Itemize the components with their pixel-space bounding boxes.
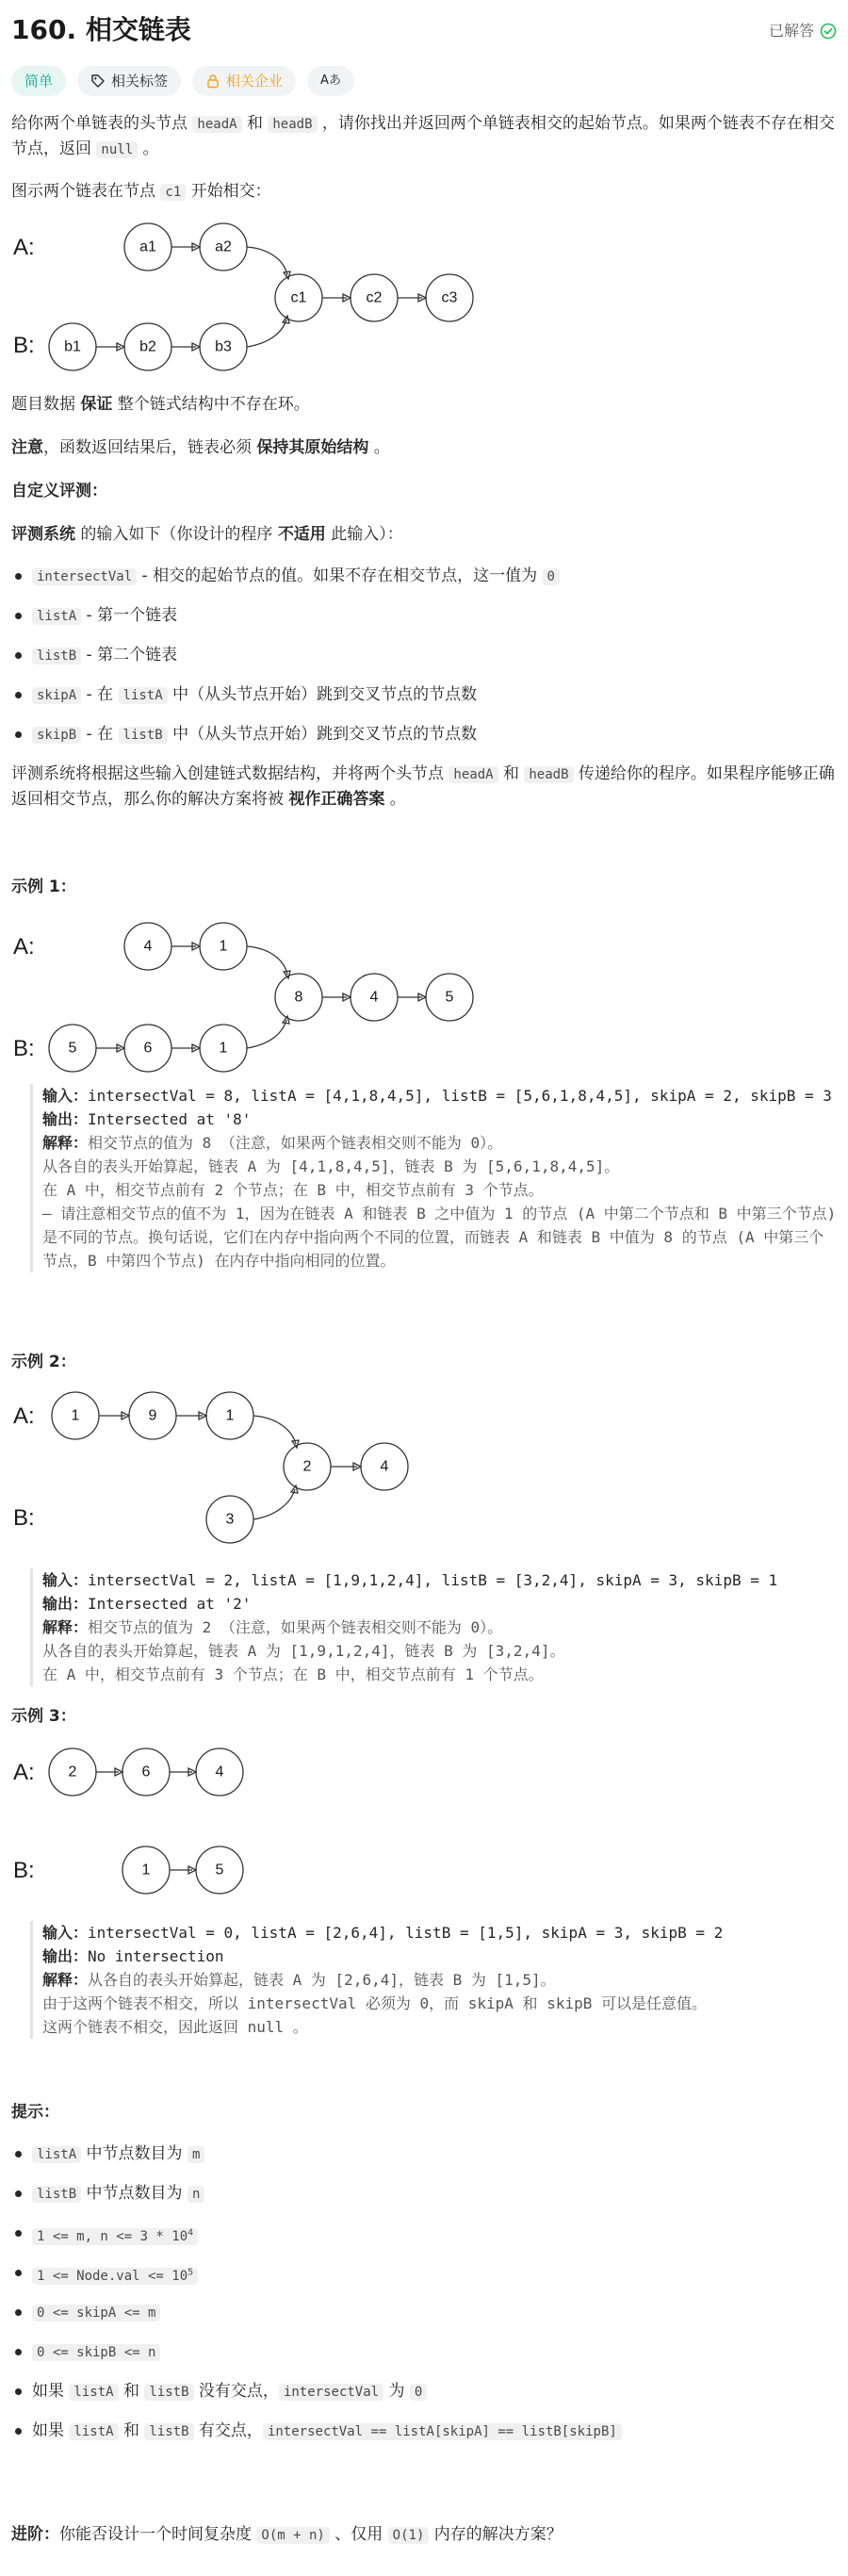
example-2-diagram: [11, 1386, 539, 1546]
list-a-label: A:: [13, 1760, 35, 1785]
node-a-1-value: 9: [148, 1407, 157, 1424]
example-2-title: 示例 2：: [11, 1353, 76, 1371]
node-b-0-value: 1: [141, 1862, 151, 1879]
structure-note: 注意，函数返回结果后，链表必须 保持其原始结构 。: [11, 438, 390, 457]
judge-input-list: [11, 556, 837, 754]
example-1-block: 输入：intersectVal = 8, listA = [4,1,8,4,5], listB = [5,6,1,8,4,5], skipA = 2, skipB = 3 输出：Intersected at '8' 解释：相交节点的值为 8 （注意，如果两个链表相交则不能为 0）。 从各自的表头开始算起，链表 A 为 [4,1,8,4,5]，链表 B 为 [5,6,1,8,4,5]。 在 A 中，相交节点前有 2 个节点；在 B 中，相交节点前有 3 个节点。 — 请注意相交节点的值不为 1，因为在链表 A 和链表 B 之中值为 1 的节点 (A 中第二个节点和 B 中第三个节点) 是不同的节点。换句话说，它们在内存中指向两个不同的位置，而链表 A 和链表 B 中值为 8 的节点 (A 中第三个节点，B 中第四个节点) 在内存中指向相同的位置。: [30, 1084, 837, 1272]
main-linked-list-diagram: [11, 219, 539, 369]
advanced-note: 进阶：你能否设计一个时间复杂度 O(m + n) 、仅用 O(1) 内存的解决方案？: [11, 2525, 563, 2544]
node-b-2-value: 1: [219, 1040, 228, 1057]
node-c-1-value: 4: [369, 989, 379, 1006]
list-item: 0 <= skipA <= m: [11, 2292, 837, 2332]
guarantee-note: 题目数据 保证 整个链式结构中不存在环。: [11, 395, 310, 414]
list-a-label: A:: [13, 934, 35, 960]
node-b1-value: b1: [64, 338, 81, 355]
solved-status: [769, 19, 837, 43]
related-tags-button[interactable]: [77, 66, 181, 96]
node-a-2-value: 4: [215, 1764, 224, 1780]
list-b-nodes: [49, 323, 247, 370]
judge-intro: 评测系统 的输入如下（你设计的程序 不适用 此输入）：: [11, 525, 403, 544]
node-b-0-value: 3: [225, 1511, 235, 1528]
node-b2-value: b2: [139, 338, 156, 355]
example-3-block: 输入：intersectVal = 0, listA = [2,6,4], listB = [1,5], skipA = 3, skipB = 2 输出：No intersection 解释：从各自的表头开始算起，链表 A 为 [2,6,4]，链表 B 为 [1,5]。 由于这两个链表不相交，所以 intersectVal 必须为 0，而 skipA 和 skipB 可以是任意值。 这两个链表不相交，因此返回 null 。: [30, 1921, 837, 2039]
list-item: 0 <= skipB <= n: [11, 2332, 837, 2371]
problem-header: [11, 11, 837, 49]
node-c-0-value: 2: [302, 1458, 312, 1475]
companies-button[interactable]: [192, 66, 296, 96]
example-3-diagram: [11, 1742, 539, 1893]
node-c-1-value: 4: [380, 1458, 389, 1475]
node-b-1-value: 6: [143, 1040, 153, 1057]
font-toggle-button[interactable]: [307, 66, 354, 96]
list-item: skipB - 在 listB 中（从头节点开始）跳到交叉节点的节点数: [11, 714, 837, 754]
shared-nodes: [275, 274, 473, 321]
node-a1-value: a1: [139, 238, 156, 255]
problem-title: 160. 相交链表: [11, 14, 191, 45]
list-a-label: A:: [13, 235, 35, 260]
list-item: 如果 listA 和 listB 没有交点， intersectVal 为 0: [11, 2371, 837, 2411]
node-a-0-value: 1: [71, 1407, 80, 1424]
problem-intro: [11, 111, 837, 162]
node-b-0-value: 5: [68, 1040, 77, 1057]
example-3-title: 示例 3：: [11, 1707, 76, 1726]
node-b-1-value: 5: [215, 1862, 224, 1879]
list-b-label: B:: [13, 1505, 35, 1531]
list-item: intersectVal - 相交的起始节点的值。如果不存在相交节点，这一值为 0: [11, 556, 837, 596]
companies-label: 相关企业: [226, 73, 284, 90]
node-c-2-value: 5: [445, 989, 454, 1006]
figure-caption: 图示两个链表在节点 c1 开始相交：: [11, 182, 271, 201]
list-b-label: B:: [13, 333, 35, 358]
list-item: skipA - 在 listA 中（从头节点开始）跳到交叉节点的节点数: [11, 675, 837, 714]
tag-bar: [11, 66, 354, 96]
list-item: listB 中节点数目为 n: [11, 2174, 837, 2213]
node-a-2-value: 1: [225, 1407, 235, 1424]
list-a-label: A:: [13, 1403, 35, 1429]
node-c2-value: c2: [366, 289, 383, 306]
related-tags-label: 相关标签: [111, 73, 169, 90]
list-item: 1 <= Node.val <= $10^5$: [11, 2253, 837, 2292]
node-a-1-value: 6: [141, 1764, 151, 1780]
node-a-0-value: 2: [68, 1764, 77, 1780]
node-a2-value: a2: [215, 238, 232, 255]
difficulty-badge[interactable]: [11, 66, 66, 96]
list-item: 如果 listA 和 listB 有交点， intersectVal == listA[skipA] == listB[skipB]: [11, 2411, 837, 2451]
list-item: listB - 第二个链表: [11, 635, 837, 675]
node-b3-value: b3: [215, 338, 232, 355]
list-item: listA 中节点数目为 m: [11, 2134, 837, 2174]
lock-icon: [205, 74, 220, 89]
list-item: listA - 第一个链表: [11, 596, 837, 635]
list-b-label: B:: [13, 1036, 35, 1061]
intro-paragraph: 给你两个单链表的头节点 headA 和 headB ，请你找出并返回两个单链表相交的起始节点。如果两个链表不存在相交节点，返回 null 。: [11, 114, 835, 159]
node-c-0-value: 8: [294, 989, 303, 1006]
solved-status-label: 已解答: [768, 22, 814, 40]
example-1-diagram: [11, 905, 539, 1065]
custom-judge-title: 自定义评测：: [11, 482, 107, 500]
hints-title: 提示：: [11, 2103, 59, 2122]
tag-icon: [90, 74, 106, 89]
hints-list: [11, 2134, 837, 2451]
example-1-title: 示例 1：: [11, 878, 76, 896]
node-c1-value: c1: [290, 289, 307, 306]
node-a-0-value: 4: [143, 938, 153, 955]
font-toggle-label: Aあ: [320, 73, 341, 88]
difficulty-label: 简单: [24, 73, 54, 90]
list-b-label: B:: [13, 1858, 35, 1883]
node-a-1-value: 1: [219, 938, 228, 955]
node-c3-value: c3: [441, 289, 458, 306]
judge-system-note: 评测系统将根据这些输入创建链式数据结构，并将两个头节点 headA 和 headB 传递给你的程序。如果程序能够正确返回相交节点，那么你的解决方案将被 视作正确答案 。: [11, 764, 835, 810]
list-item: 1 <= m, $n <= 3 * 10^4$: [11, 2213, 837, 2253]
check-circle-icon: [820, 23, 837, 40]
example-2-block: 输入：intersectVal = 2, listA = [1,9,1,2,4], listB = [3,2,4], skipA = 3, skipB = 1 输出：Intersected at '2' 解释：相交节点的值为 2 （注意，如果两个链表相交则不能为 0）。 从各自的表头开始算起，链表 A 为 [1,9,1,2,4]，链表 B 为 [3,2,4]。 在 A 中，相交节点前有 3 个节点；在 B 中，相交节点前有 1 个节点。: [30, 1568, 837, 1686]
